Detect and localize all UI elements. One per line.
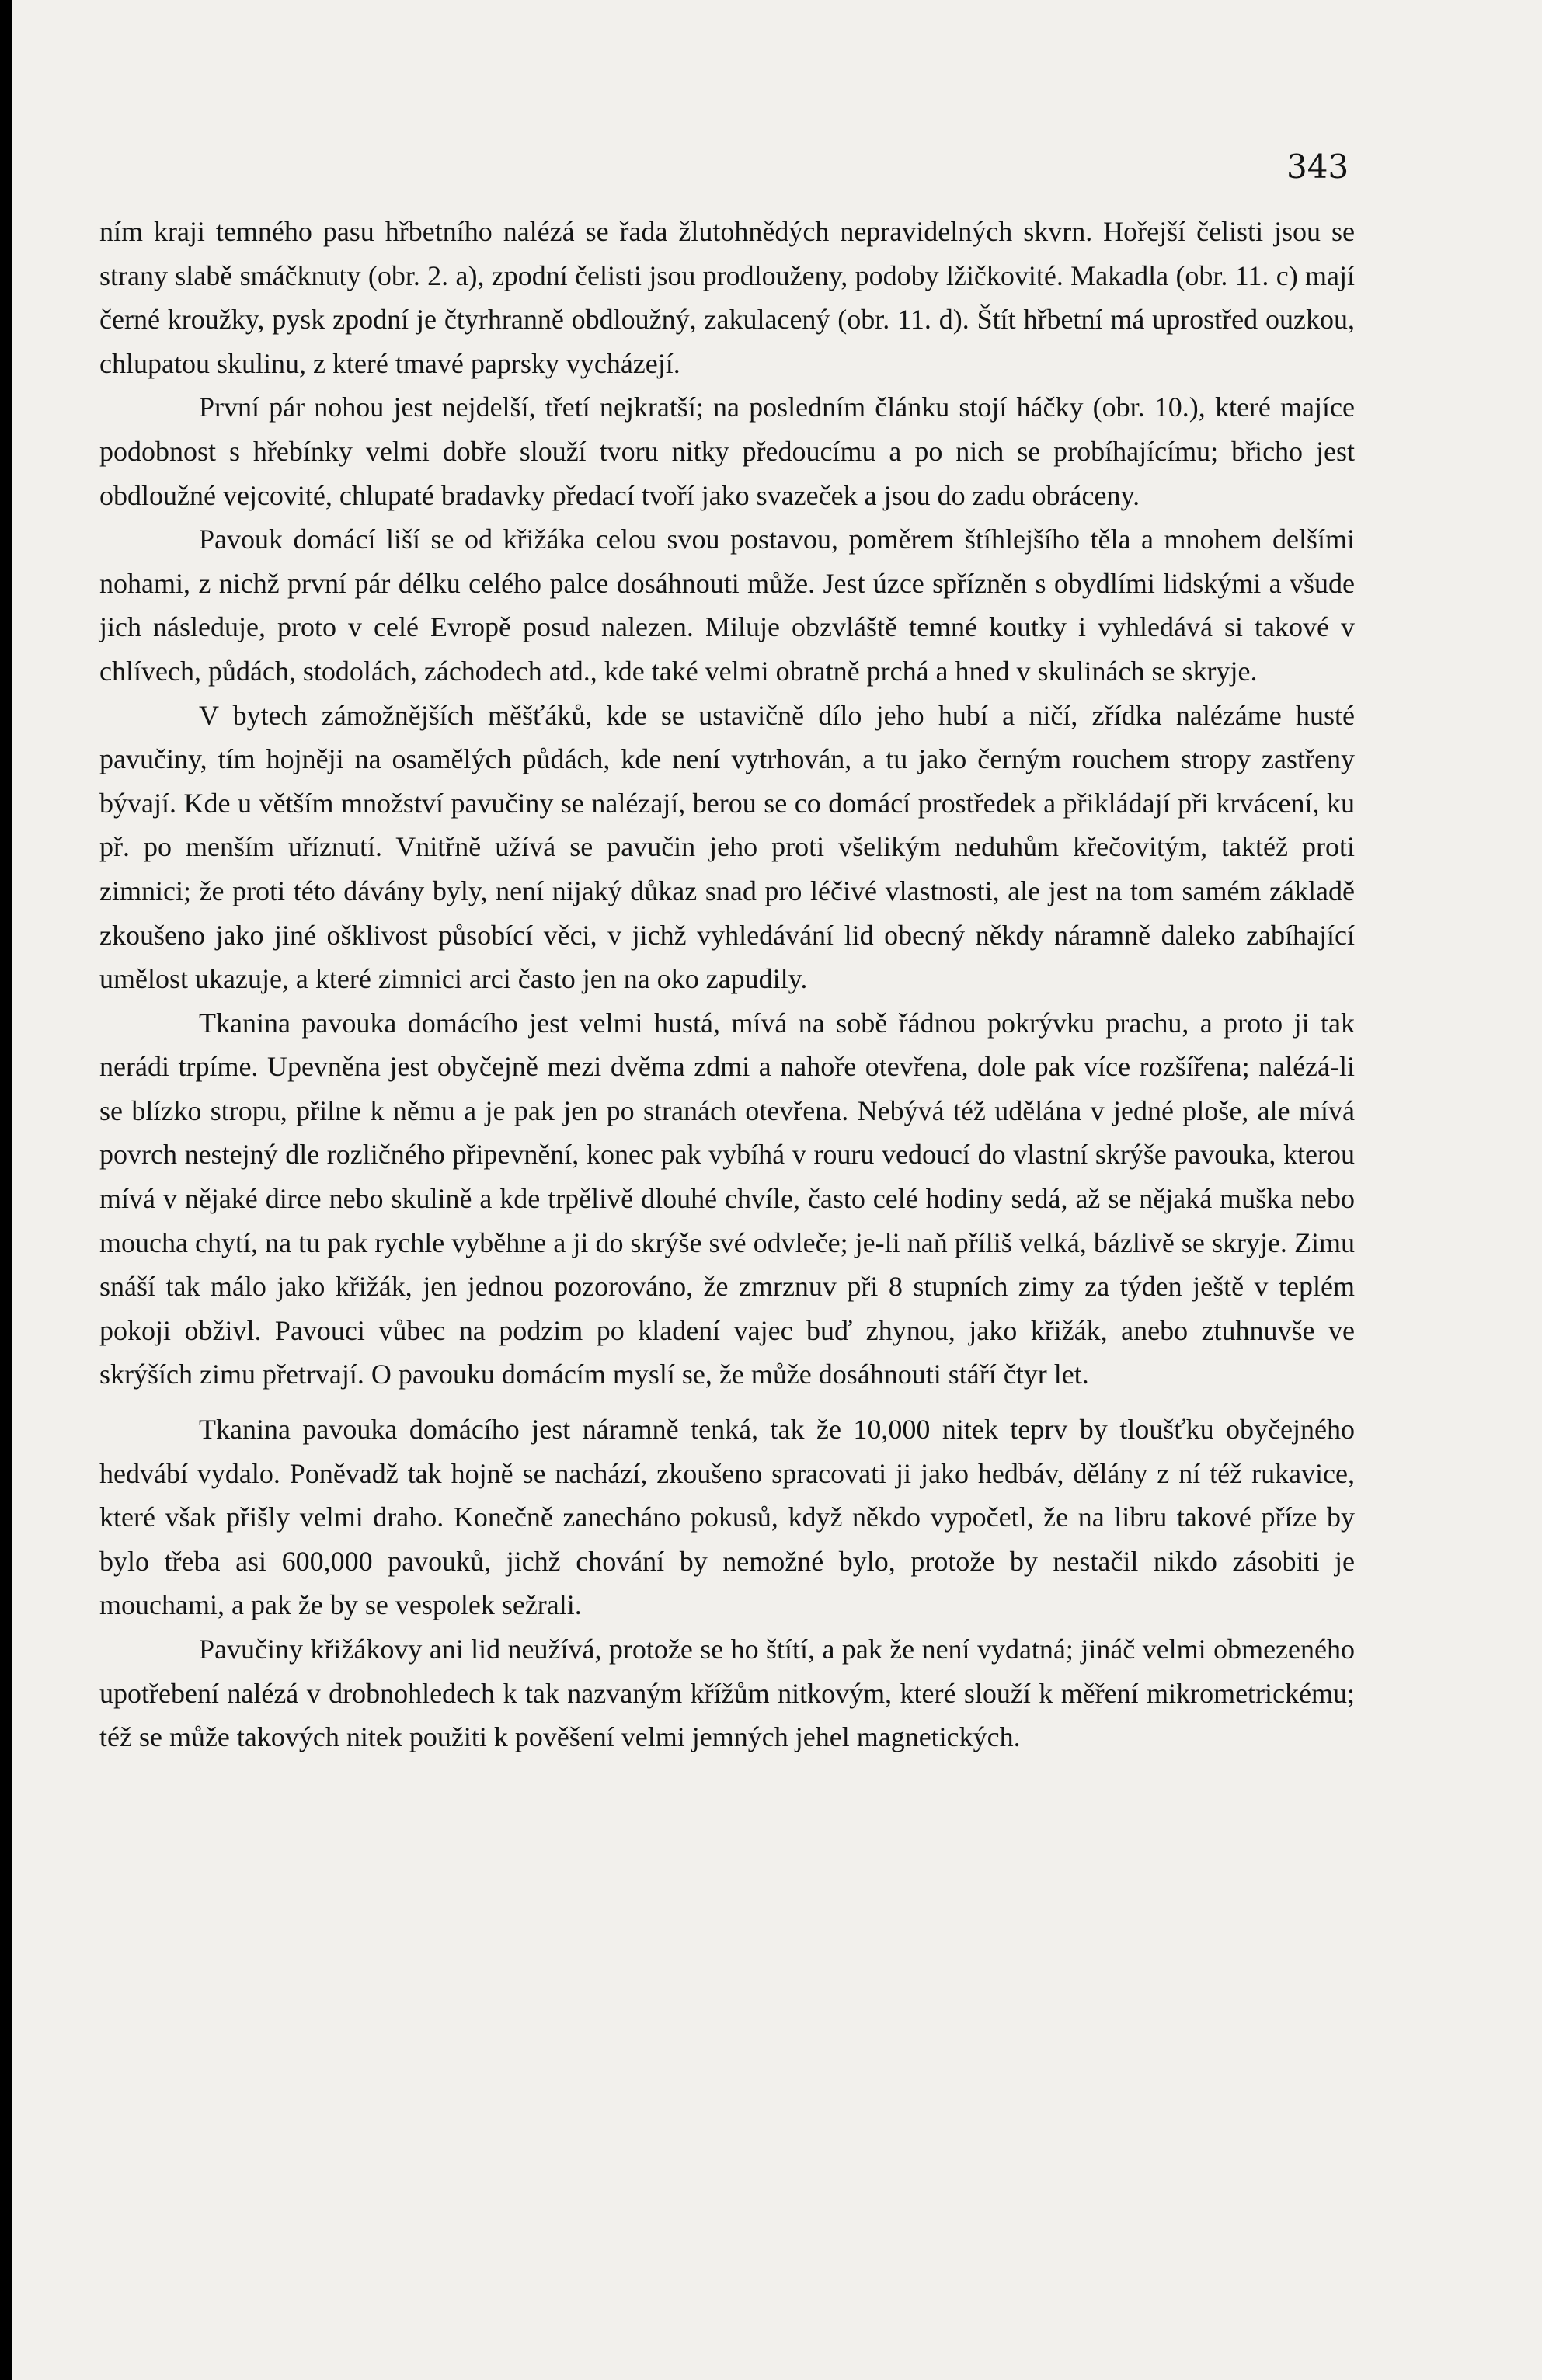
page-number: 343 (1286, 148, 1349, 186)
book-page (12, 0, 1542, 2380)
paragraph-7: Pavučiny křižákovy ani lid neužívá, protože se ho štítí, a pak že není vydatná; jináč velmi obmezeného upotřebení nalézá v drobnohledech k tak nazvaným křížům nitkovým, které slouží k měření mikrometrickému; též se může takových nitek použiti k pověšení velmi jemných jehel magnetických. (99, 1634, 1355, 1753)
body-text (99, 210, 1355, 1759)
paragraph-3: Pavouk domácí liší se od křižáka celou svou postavou, poměrem štíhlejšího těla a mnohem delšími nohami, z nichž první pár délku celého palce dosáhnouti může. Jest úzce spřízněn s obydlími lidskými a všude jich následuje, proto v celé Evropě posud nalezen. Miluje obzvláště temné koutky i vyhledává si takové v chlívech, půdách, stodolách, záchodech atd., kde také velmi obratně prchá a hned v skulinách se skryje. (99, 524, 1355, 687)
paragraph-5: Tkanina pavouka domácího jest velmi hustá, mívá na sobě řádnou pokrývku prachu, a proto ji tak nerádi trpíme. Upevněna jest obyčejně mezi dvěma zdmi a nahoře otevřena, dole pak více rozšířena; nalézá-li se blízko stropu, přilne k němu a je pak jen po stranách otevřena. Nebývá též udělána v jedné ploše, ale mívá povrch nestejný dle rozličného připevnění, konec pak vybíhá v rouru vedoucí do vlastní skrýše pavouka, kterou mívá v nějaké dirce nebo skulině a kde trpělivě dlouhé chvíle, často celé hodiny sedá, až se nějaká muška nebo moucha chytí, na tu pak rychle vyběhne a ji do skrýše své odvleče; je-li naň příliš velká, bázlivě se skryje. Zimu snáší tak málo jako křižák, jen jednou pozorováno, že zmrznuv při 8 stupních zimy za týden ještě v teplém pokoji obživl. Pavouci vůbec na podzim po kladení vajec buď zhynou, jako křižák, anebo ztuhnuvše ve skrýších zimu přetrvají. O pavouku domácím myslí se, že může dosáhnouti stáří čtyr let. (99, 1007, 1355, 1390)
paragraph-4: V bytech zámožnějších měšťáků, kde se ustavičně dílo jeho hubí a ničí, zřídka nalézáme husté pavučiny, tím hojněji na osamělých půdách, kde není vytrhován, a tu jako černým rouchem stropy zastřeny bývají. Kde u větším množství pavučiny se nalézají, berou se co domácí prostředek a přikládají při krvácení, ku př. po menším uříznutí. Vnitřně užívá se pavučin jeho proti všelikým neduhům křečovitým, taktéž proti zimnici; že proti této dávány byly, není nijaký důkaz snad pro léčivé vlastnosti, ale jest na tom samém základě zkoušeno jako jiné ošklivost působící věci, v jichž vyhledávání lid obecný někdy náramně daleko zabíhající umělost ukazuje, a které zimnici arci často jen na oko zapudily. (99, 699, 1355, 995)
paragraph-6: Tkanina pavouka domácího jest náramně tenká, tak že 10,000 nitek teprv by tloušťku obyčejného hedvábí vydalo. Poněvadž tak hojně se nachází, zkoušeno spracovati ji jako hedbáv, dělány z ní též rukavice, které však přišly velmi draho. Konečně zanecháno pokusů, když někdo vypočetl, že na libru takové příze by bylo třeba asi 600,000 pavouků, jichž chování by nemožné bylo, protože by nestačil nikdo zásobiti je mouchami, a pak že by se vespolek sežrali. (99, 1414, 1355, 1621)
paragraph-1: ním kraji temného pasu hřbetního nalézá se řada žlutohnědých nepravidelných skvrn. Hořejší čelisti jsou se strany slabě smáčknuty (obr. 2. a), zpodní čelisti jsou prodlouženy, podoby lžičkovité. Makadla (obr. 11. c) mají černé kroužky, pysk zpodní je čtyrhranně obdloužný, zakulacený (obr. 11. d). Štít hřbetní má uprostřed ouzkou, chlupatou skulinu, z které tmavé paprsky vycházejí. (99, 216, 1355, 379)
paragraph-2: První pár nohou jest nejdelší, třetí nejkratší; na posledním článku stojí háčky (obr. 10.), které majíce podobnost s hřebínky velmi dobře slouží tvoru nitky předoucímu a po nich se probíhajícímu; břicho jest obdloužné vejcovité, chlupaté bradavky předací tvoří jako svazeček a jsou do zadu obráceny. (99, 391, 1355, 511)
